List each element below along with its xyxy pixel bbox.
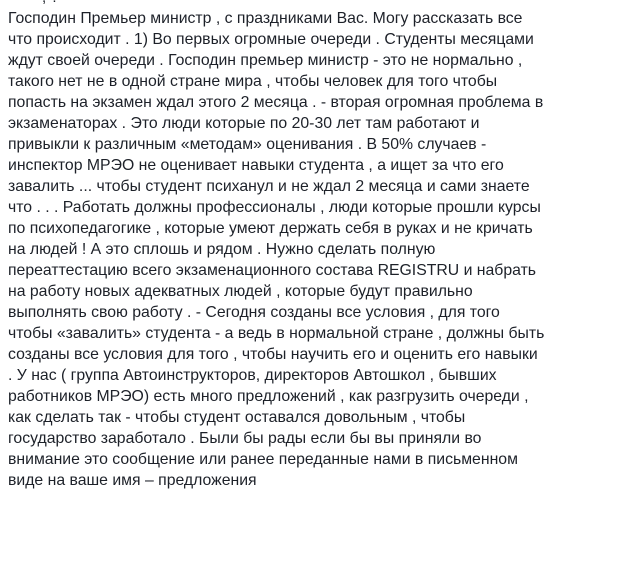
post-text-line: завалить ... чтобы студент психанул и не ждал 2 месяца и сами знаете bbox=[8, 178, 530, 195]
post-text bbox=[8, 8, 614, 491]
post-text-line: работников МРЭО) есть много предложений , как разгрузить очереди , bbox=[8, 388, 529, 405]
post-text-line: на работу новых адекватных людей , которые будут правильно bbox=[8, 283, 473, 300]
post-text-line: созданы все условия для того , чтобы научить его и оценить его навыки bbox=[8, 346, 538, 363]
post-text-line: Господин Премьер министр , с праздниками Вас. Могу рассказать все bbox=[8, 10, 523, 27]
post-text-line: по психопедагогике , которые умеют держать себя в руках и не кричать bbox=[8, 220, 533, 237]
post-body bbox=[8, 0, 614, 573]
post-text-line: на людей ! А это сплошь и рядом . Нужно сделать полную bbox=[8, 241, 436, 258]
post-text-line: такого нет не в одной стране мира , чтобы человек для того чтобы bbox=[8, 73, 498, 90]
post-text-line: экзаменаторах . Это люди которые по 20-30 лет там работают и bbox=[8, 115, 480, 132]
post-text-line: выполнять свою работу . - Сегодня созданы все условия , для того bbox=[8, 304, 500, 321]
post-text-line: чтобы «завалить» студента - а ведь в нормальной стране , должны быть bbox=[8, 325, 545, 342]
post-text-line: что . . . Работать должны профессионалы , люди которые прошли курсы bbox=[8, 199, 541, 216]
post-text-line: . У нас ( группа Автоинструкторов, директоров Автошкол , бывших bbox=[8, 367, 497, 384]
post-text-line: привыкли к различным «методам» оценивания . В 50% случаев - bbox=[8, 136, 487, 153]
post-text-line: инспектор МРЭО не оценивает навыки студента , а ищет за что его bbox=[8, 157, 504, 174]
post-text-line: ждут своей очереди . Господин премьер министр - это не нормально , bbox=[8, 52, 523, 69]
post-text-line: что происходит . 1) Во первых огромные очереди . Студенты месяцами bbox=[8, 31, 534, 48]
post-text-line: внимание это сообщение или ранее переданные нами в письменном bbox=[8, 451, 518, 468]
post-text-line: переаттестацию всего экзаменационного состава REGISTRU и набрать bbox=[8, 262, 537, 279]
cut-off-header-text bbox=[42, 0, 58, 6]
post-text-line: попасть на экзамен ждал этого 2 месяца . - вторая огромная проблема в bbox=[8, 94, 544, 111]
post-text-line: государство заработало . Были бы рады если бы вы приняли во bbox=[8, 430, 482, 447]
post-text-line: виде на ваше имя – предложения bbox=[8, 472, 257, 489]
post-text-line: как сделать так - чтобы студент оставался довольным , чтобы bbox=[8, 409, 466, 426]
